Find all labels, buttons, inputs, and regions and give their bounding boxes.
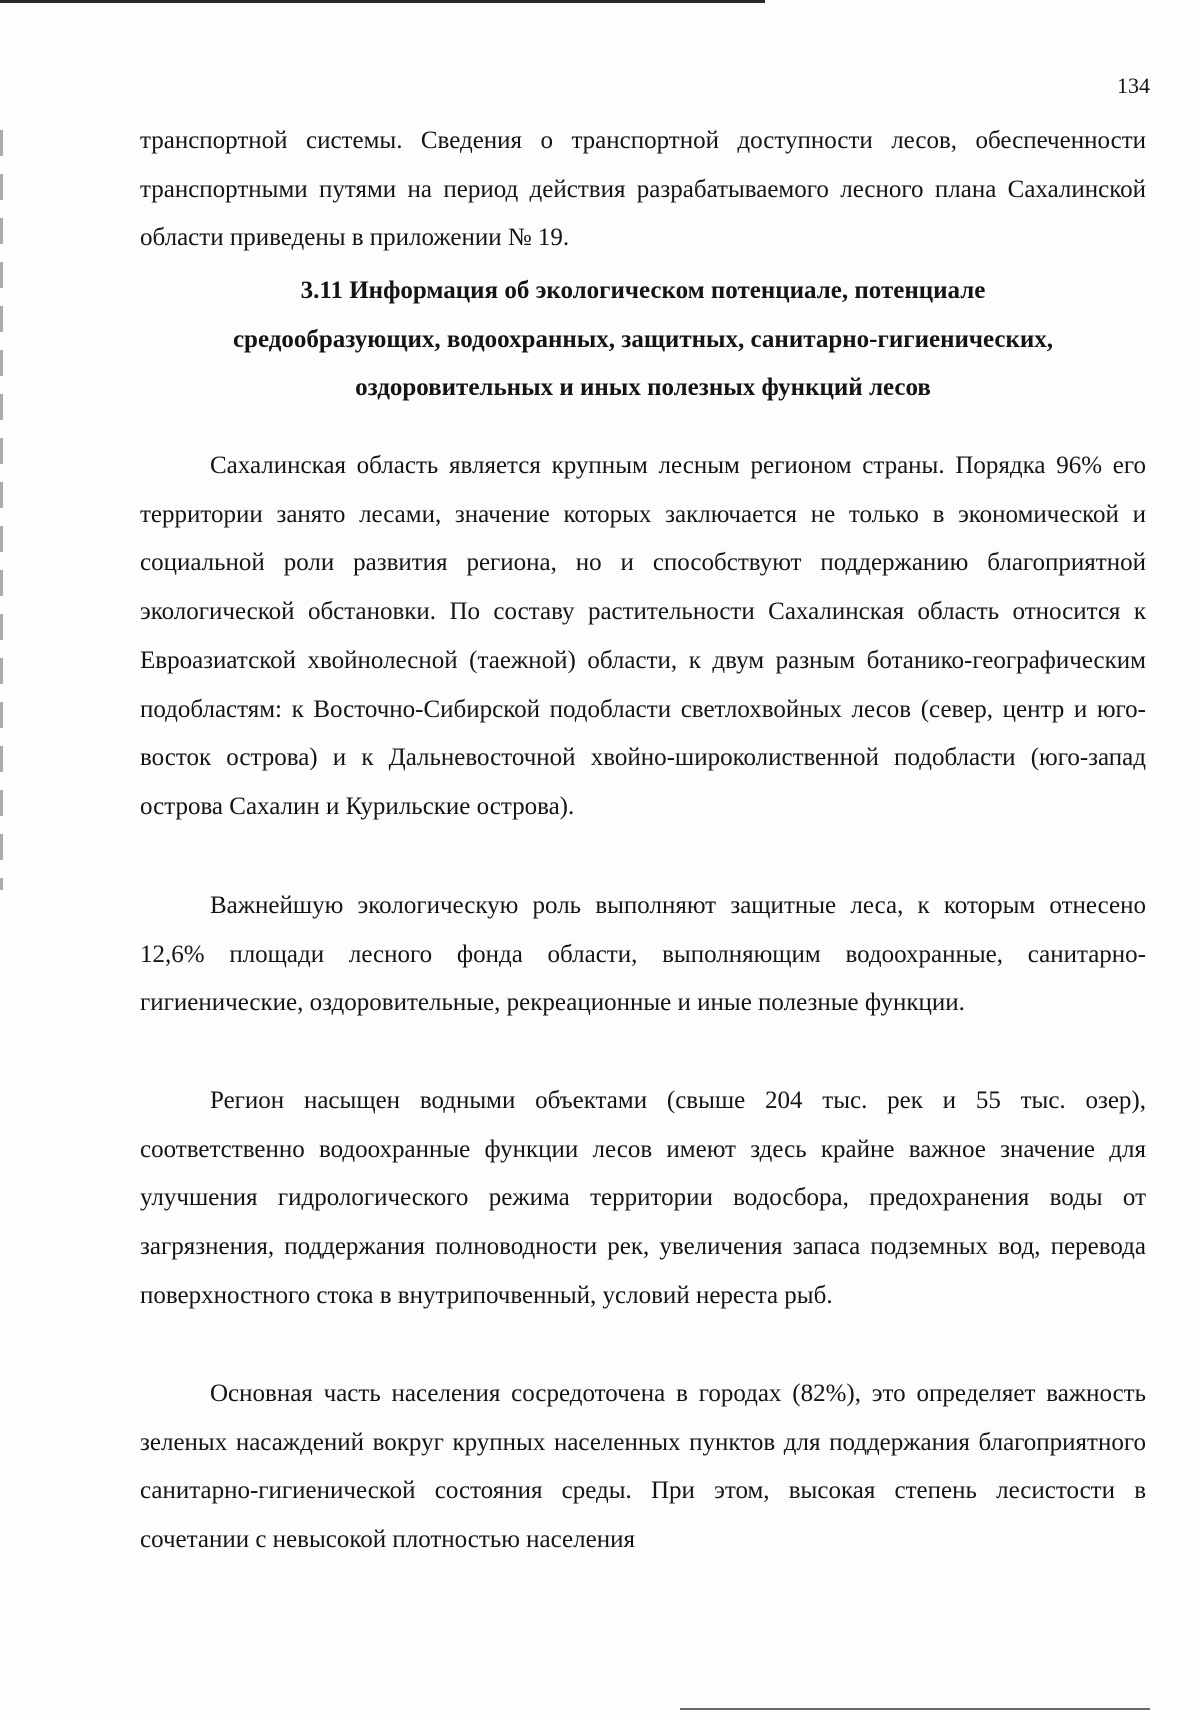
paragraph-protective-forests: Важнейшую экологическую роль выполняют защитные леса, к которым отнесено 12,6% площади лесного фонда области, выполняющим водоохранные, санитарно-гигиенические, оздоровительные, рекреационные и иные полезные функции. xyxy=(140,892,1146,1017)
section-heading-line-1: 3.11 Информация об экологическом потенциале, потенциале xyxy=(300,277,986,304)
section-heading-line-2: средообразующих, водоохранных, защитных, санитарно-гигиенических, xyxy=(232,325,1054,353)
page-number: 134 xyxy=(1117,73,1150,98)
paragraph-water-objects: Регион насыщен водными объектами (свыше 204 тыс. рек и 55 тыс. озер), соответственно водоохранные функции лесов имеют здесь крайне важное значение для улучшения гидрологического режима территории водосбора, предохранения воды от загрязнения, поддержания полноводности рек, увеличения запаса подземных вод, перевода поверхностного стока в внутрипочвенный, условий нереста рыб. xyxy=(140,1087,1146,1309)
paragraph-region-overview: Сахалинская область является крупным лесным регионом страны. Порядка 96% его территории занято лесами, значение которых заключается не только в экономической и социальной роли развития региона, но и способствуют поддержанию благоприятной экологической обстановки. По составу растительности Сахалинская область относится к Евроазиатской хвойнолесной (таежной) области, к двум разным ботанико-географическим подобластям: к Восточно-Сибирской подобласти светлохвойных лесов (север, центр и юго-восток острова) и к Дальневосточной хвойно-широколиственной подобласти (юго-запад острова Сахалин и Курильские острова). xyxy=(140,452,1146,820)
intro-paragraph: транспортной системы. Сведения о транспортной доступности лесов, обеспеченности транспортными путями на период действия разрабатываемого лесного плана Сахалинской области приведены в приложении № 19. xyxy=(140,127,1146,252)
scan-edge-artifact-bottom xyxy=(680,1708,1150,1710)
section-heading-line-3: оздоровительных и иных полезных функций лесов xyxy=(355,374,931,402)
scan-edge-artifact xyxy=(0,0,765,3)
section-heading xyxy=(140,267,1146,413)
scan-margin-artifact xyxy=(0,130,3,890)
paragraph-population: Основная часть населения сосредоточена в городах (82%), это определяет важность зеленых насаждений вокруг крупных населенных пунктов для поддержания благоприятного санитарно-гигиенической состояния среды. При этом, высокая степень лесистости в сочетании с невысокой плотностью населения xyxy=(140,1380,1146,1554)
